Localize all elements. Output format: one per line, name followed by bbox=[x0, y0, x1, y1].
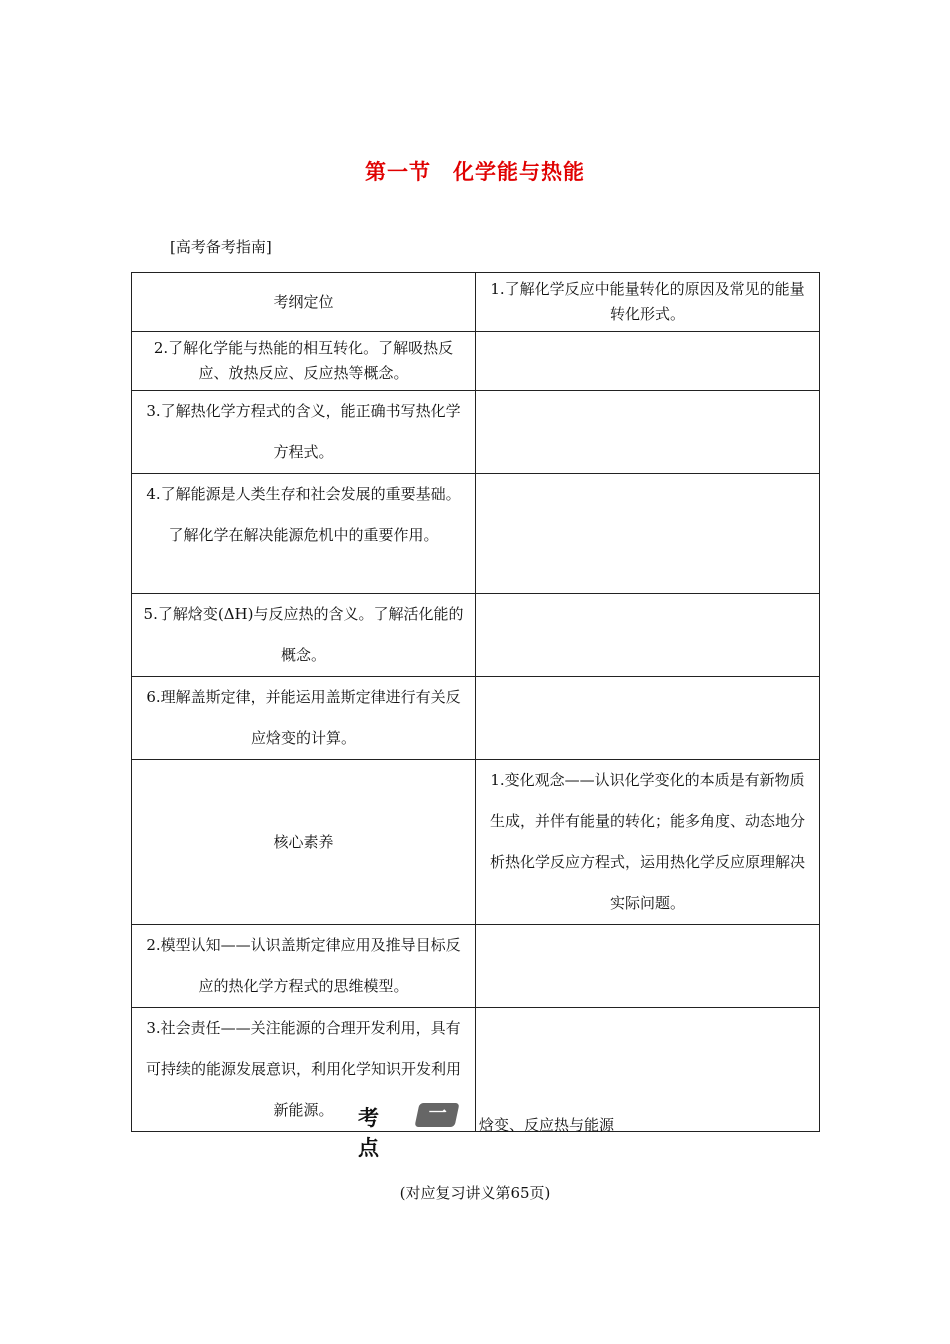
table-cell: 2.了解化学能与热能的相互转化。了解吸热反应、放热反应、反应热等概念。 bbox=[132, 332, 476, 391]
table-row bbox=[132, 677, 820, 760]
table-cell: 1.了解化学反应中能量转化的原因及常见的能量转化形式。 bbox=[476, 273, 820, 332]
table-row bbox=[132, 391, 820, 474]
table-row bbox=[132, 925, 820, 1008]
table-row bbox=[132, 474, 820, 594]
table-cell bbox=[476, 391, 820, 474]
table-cell bbox=[476, 677, 820, 760]
kaodian-number-badge: 一 bbox=[414, 1103, 459, 1127]
table-cell: 3.了解热化学方程式的含义，能正确书写热化学方程式。 bbox=[132, 391, 476, 474]
table-cell bbox=[476, 474, 820, 594]
table-row bbox=[132, 273, 820, 332]
table-cell bbox=[476, 332, 820, 391]
table-cell: 4.了解能源是人类生存和社会发展的重要基础。了解化学在解决能源危机中的重要作用。 bbox=[132, 474, 476, 594]
table-cell: 3.社会责任——关注能源的合理开发利用，具有可持续的能源发展意识，利用化学知识开发利用新能源。 bbox=[132, 1008, 476, 1132]
table-row bbox=[132, 760, 820, 925]
table-row bbox=[132, 1008, 820, 1132]
table-cell: 5.了解焓变(ΔH)与反应热的含义。了解活化能的概念。 bbox=[132, 594, 476, 677]
table-cell: 核心素养 bbox=[132, 760, 476, 925]
table-cell: 6.理解盖斯定律，并能运用盖斯定律进行有关反应焓变的计算。 bbox=[132, 677, 476, 760]
table-row bbox=[132, 594, 820, 677]
table-cell: 1.变化观念——认识化学变化的本质是有新物质生成，并伴有能量的转化；能多角度、动态地分析热化学反应方程式，运用热化学反应原理解决实际问题。 bbox=[476, 760, 820, 925]
table-cell: 考纲定位 bbox=[132, 273, 476, 332]
guide-heading: [高考备考指南] bbox=[170, 238, 272, 256]
kaodian-title: 焓变、反应热与能源 bbox=[479, 1116, 615, 1134]
table-cell bbox=[476, 1008, 820, 1132]
table-row bbox=[132, 332, 820, 391]
section-title: 第一节 化学能与热能 bbox=[365, 160, 585, 184]
kaodian-label: 考点 bbox=[358, 1106, 382, 1160]
page-reference: (对应复习讲义第65页) bbox=[399, 1184, 551, 1202]
table-cell: 2.模型认知——认识盖斯定律应用及推导目标反应的热化学方程式的思维模型。 bbox=[132, 925, 476, 1008]
table-cell bbox=[476, 925, 820, 1008]
table-cell bbox=[476, 594, 820, 677]
exam-guide-table bbox=[131, 272, 820, 1132]
